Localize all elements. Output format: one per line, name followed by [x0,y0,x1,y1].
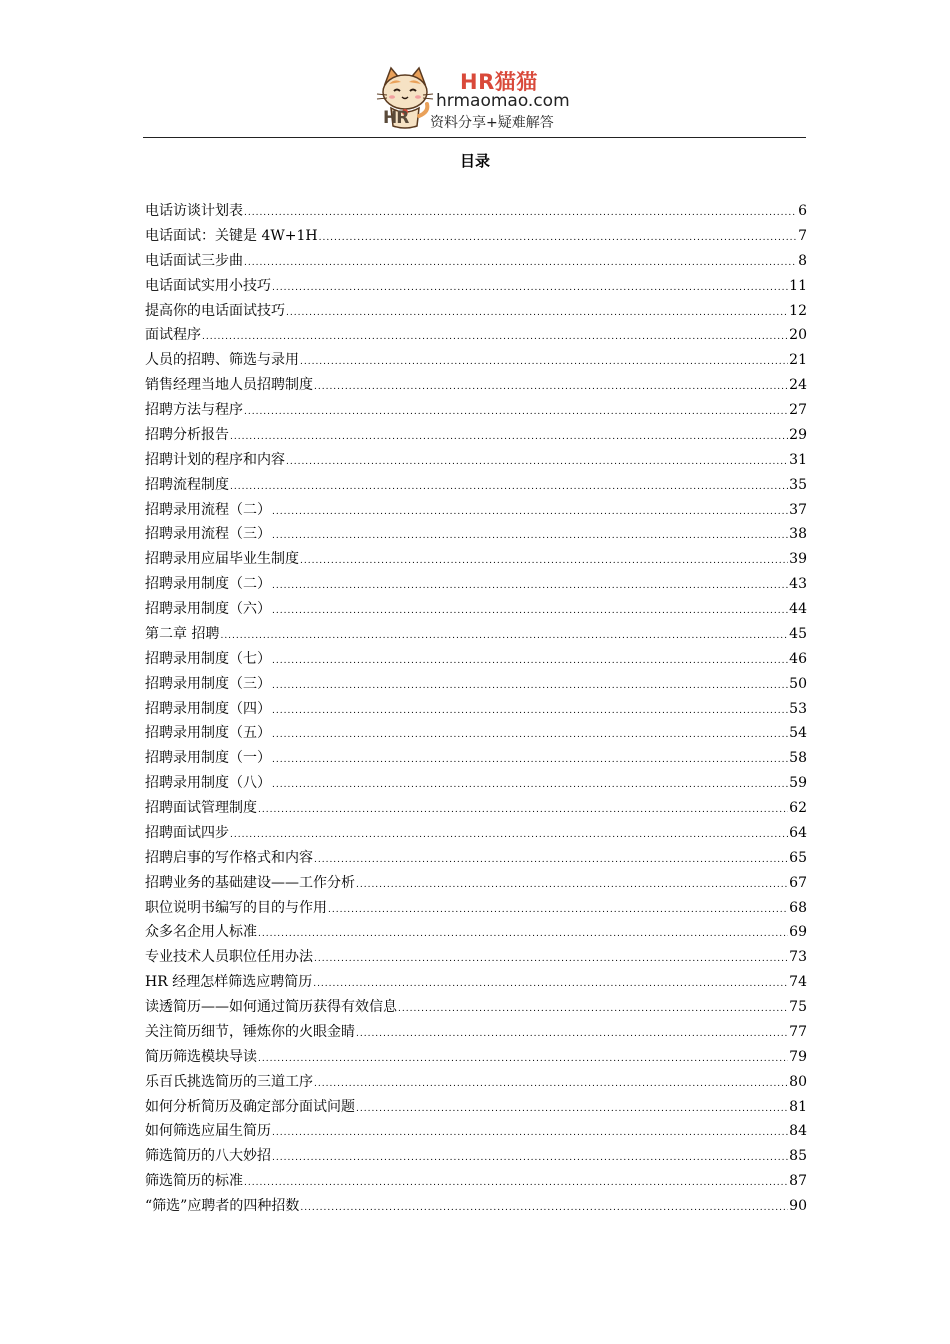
toc-entry-title: 招聘录用制度（八） [145,775,271,792]
toc-leader-dots [272,1146,788,1171]
toc-entry-title: 电话面试：关键是 4W+1H [145,227,318,244]
toc-leader-dots [314,848,788,873]
toc-leader-dots [244,251,797,276]
toc-entry-page: 74 [789,974,807,991]
toc-entry-page: 11 [789,277,807,294]
toc-leader-dots [313,972,788,997]
toc-leader-dots [356,1097,788,1122]
toc-entry[interactable] [145,572,807,597]
toc-entry-title: 招聘面试管理制度 [145,800,257,816]
hr-logo-mark: HR [383,108,409,128]
toc-entry-title: 招聘录用流程（二） [145,501,271,518]
toc-entry-page: 65 [789,849,807,866]
toc-entry-title: 销售经理当地人员招聘制度 [145,377,313,394]
toc-entry-page: 27 [789,402,807,418]
toc-entry-page: 67 [789,874,807,891]
toc-entry-page: 46 [789,650,807,667]
toc-entry-title: 人员的招聘、筛选与录用 [145,352,299,369]
toc-entry-title: “筛选”应聘者的四种招数 [145,1198,300,1214]
toc-entry-title: 招聘面试四步 [145,824,229,841]
toc-entry[interactable] [145,622,807,647]
toc-leader-dots [220,624,788,649]
toc-entry[interactable] [145,846,807,871]
toc-entry-page: 53 [789,700,807,717]
toc-entry-page: 12 [789,302,807,319]
toc-entry-page: 44 [789,601,807,617]
toc-entry[interactable] [145,1119,807,1144]
toc-entry[interactable] [145,547,807,572]
toc-leader-dots [272,500,788,525]
toc-leader-dots [258,922,788,947]
toc-entry-page: 38 [789,526,807,543]
toc-leader-dots [272,276,788,301]
toc-leader-dots [314,375,788,400]
toc-entry[interactable] [145,199,807,224]
toc-entry-page: 29 [789,426,807,443]
toc-entry-page: 79 [789,1048,807,1065]
header-divider [143,137,806,138]
toc-entry-page: 59 [789,775,807,792]
toc-entry-page: 62 [789,800,807,816]
toc-entry[interactable] [145,1169,807,1194]
toc-entry[interactable] [145,1144,807,1169]
toc-entry-title: 招聘录用应届毕业生制度 [145,551,299,568]
brand-url[interactable]: hrmaomao.com [436,91,570,111]
toc-entry-page: 90 [789,1198,807,1214]
toc-leader-dots [356,873,788,898]
toc-entry[interactable] [145,995,807,1020]
toc-entry-page: 39 [789,551,807,568]
brand-title: HR猫猫 [460,70,538,94]
toc-leader-dots [244,400,788,425]
toc-entry[interactable] [145,274,807,299]
toc-entry-title: 专业技术人员职位任用办法 [145,949,313,966]
toc-entry-page: 37 [789,501,807,518]
toc-entry[interactable] [145,1095,807,1120]
toc-entry-page: 84 [789,1123,807,1140]
toc-entry-page: 77 [789,1023,807,1040]
brand-tagline: 资料分享+疑难解答 [430,115,554,131]
toc-entry[interactable] [145,1045,807,1070]
toc-leader-dots [272,723,788,748]
toc-leader-dots [272,1121,788,1146]
toc-entry-title: 招聘录用制度（二） [145,576,271,593]
toc-entry-page: 75 [789,999,807,1015]
toc-entry-title: 招聘分析报告 [145,426,229,443]
toc-entry[interactable] [145,373,807,398]
toc-leader-dots [272,524,788,549]
toc-leader-dots [258,798,788,823]
toc-entry-title: 电话面试实用小技巧 [145,277,271,294]
toc-leader-dots [314,1072,788,1097]
toc-entry[interactable] [145,323,807,348]
toc-entry[interactable] [145,498,807,523]
toc-entry[interactable] [145,1020,807,1045]
toc-leader-dots [244,201,797,226]
toc-entry-title: 电话面试三步曲 [145,252,243,269]
toc-entry-title: 电话访谈计划表 [145,203,243,219]
toc-entry[interactable] [145,1194,807,1219]
toc-entry-title: 乐百氏挑选简历的三道工序 [145,1073,313,1090]
toc-entry-page: 69 [789,924,807,941]
toc-entry[interactable] [145,945,807,970]
toc-leader-dots [272,649,788,674]
toc-entry-page: 54 [789,725,807,742]
toc-leader-dots [398,997,788,1022]
toc-entry-title: 招聘录用制度（七） [145,650,271,667]
toc-entry[interactable] [145,299,807,324]
toc-leader-dots [300,350,788,375]
toc-entry-title: 招聘业务的基础建设——工作分析 [145,874,355,891]
toc-leader-dots [356,1022,788,1047]
toc-entry-page: 81 [789,1098,807,1115]
toc-entry-title: 招聘流程制度 [145,476,229,493]
toc-entry[interactable] [145,522,807,547]
toc-entry-title: 招聘录用制度（一） [145,750,271,767]
toc-entry-title: 众多名企用人标准 [145,924,257,941]
toc-title: 目录 [459,152,490,170]
toc-entry-title: 如何筛选应届生简历 [145,1123,271,1140]
toc-entry-page: 50 [789,675,807,692]
toc-leader-dots [286,450,788,475]
toc-entry-page: 58 [789,750,807,767]
toc-entry[interactable] [145,1070,807,1095]
toc-entry-page: 35 [789,476,807,493]
toc-entry-title: 招聘计划的程序和内容 [145,451,285,468]
toc-entry-page: 31 [789,451,807,468]
toc-leader-dots [314,947,788,972]
toc-leader-dots [230,475,788,500]
toc-entry[interactable] [145,746,807,771]
toc-entry-page: 87 [789,1173,807,1190]
toc-entry-title: 读透简历——如何通过简历获得有效信息 [145,999,397,1015]
toc-entry-title: 招聘录用制度（四） [145,700,271,717]
toc-entry[interactable] [145,473,807,498]
toc-entry-page: 64 [789,824,807,841]
toc-entry-page: 43 [789,576,807,593]
toc-leader-dots [272,599,788,624]
toc-entry-page: 68 [789,899,807,916]
toc-entry-title: 面试程序 [145,327,201,344]
toc-entry-page: 45 [789,625,807,642]
toc-entry-title: 招聘录用制度（五） [145,725,271,742]
toc-entry[interactable] [145,448,807,473]
page-header [143,62,806,138]
toc-entry[interactable] [145,249,807,274]
toc-entry[interactable] [145,771,807,796]
toc-entry-page: 24 [789,377,807,394]
toc-entry-title: 职位说明书编写的目的与作用 [145,899,327,916]
toc-entry[interactable] [145,647,807,672]
toc-entry-title: 第二章 招聘 [145,625,220,642]
toc-entry[interactable] [145,224,807,249]
toc-leader-dots [272,773,788,798]
table-of-contents [145,199,807,1219]
toc-entry-title: 关注简历细节，锤炼你的火眼金睛 [145,1023,355,1040]
toc-leader-dots [286,301,788,326]
toc-entry[interactable] [145,821,807,846]
toc-leader-dots [272,748,788,773]
toc-entry-page: 7 [798,227,807,244]
toc-entry-page: 73 [789,949,807,966]
toc-leader-dots [319,226,797,251]
toc-entry-page: 85 [789,1148,807,1165]
toc-entry[interactable] [145,871,807,896]
toc-entry[interactable] [145,398,807,423]
toc-entry-title: 筛选简历的八大妙招 [145,1148,271,1165]
toc-entry[interactable] [145,896,807,921]
toc-entry[interactable] [145,672,807,697]
toc-entry[interactable] [145,920,807,945]
toc-entry-title: 招聘录用制度（六） [145,601,271,617]
toc-entry-title: 招聘启事的写作格式和内容 [145,849,313,866]
toc-leader-dots [300,1196,788,1221]
toc-entry[interactable] [145,697,807,722]
toc-leader-dots [272,574,788,599]
toc-entry[interactable] [145,423,807,448]
toc-entry[interactable] [145,348,807,373]
toc-leader-dots [202,325,788,350]
toc-entry-page: 80 [789,1073,807,1090]
toc-leader-dots [230,425,788,450]
toc-entry-title: 筛选简历的标准 [145,1173,243,1190]
toc-entry-page: 21 [789,352,807,369]
toc-leader-dots [244,1171,788,1196]
toc-entry-page: 8 [798,252,807,269]
toc-leader-dots [300,549,788,574]
toc-entry-title: 简历筛选模块导读 [145,1048,257,1065]
toc-entry-title: HR 经理怎样筛选应聘简历 [145,974,313,991]
toc-entry[interactable] [145,970,807,995]
toc-entry-title: 如何分析简历及确定部分面试问题 [145,1098,355,1115]
toc-leader-dots [328,898,788,923]
toc-entry-page: 6 [798,203,807,219]
toc-leader-dots [272,674,788,699]
toc-leader-dots [230,823,788,848]
toc-entry[interactable] [145,597,807,622]
toc-leader-dots [272,699,788,724]
toc-leader-dots [258,1047,788,1072]
toc-entry-page: 20 [789,327,807,344]
toc-entry[interactable] [145,796,807,821]
toc-entry-title: 招聘录用制度（三） [145,675,271,692]
toc-entry[interactable] [145,721,807,746]
toc-entry-title: 提高你的电话面试技巧 [145,302,285,319]
toc-entry-title: 招聘录用流程（三） [145,526,271,543]
toc-entry-title: 招聘方法与程序 [145,402,243,418]
